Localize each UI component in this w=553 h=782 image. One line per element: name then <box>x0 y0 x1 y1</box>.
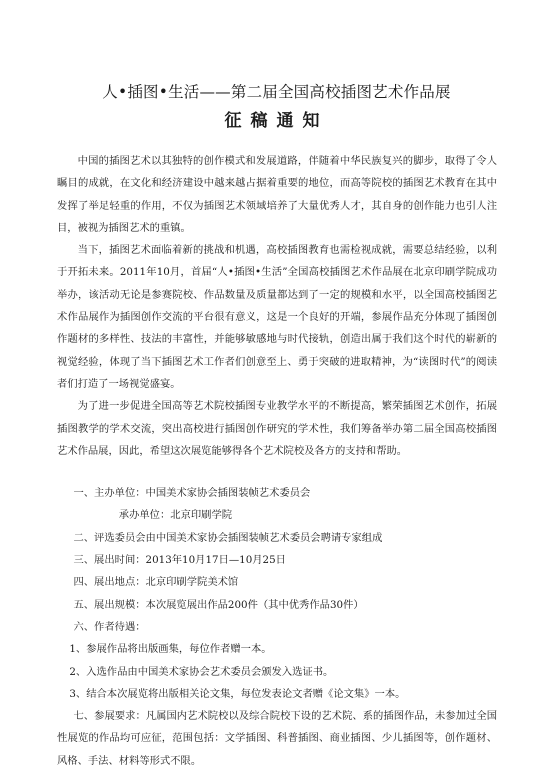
item-exhibition-dates: 三、展出时间：2013年10月17日—10月25日 <box>73 554 286 567</box>
document-body <box>57 150 497 772</box>
document-title: 人•插图•生活——第二届全国高校插图艺术作品展 <box>102 83 451 101</box>
item-submission-requirements: 七、参展要求：凡属国内艺术院校以及综合院校下设的艺术院、系的插图作品，未参加过全国性展览的作品均可应征，范围包括：文学插图、科普插图、商业插图、少儿插图等，创作题材、风格、手法、材料等形式不限。 <box>57 710 497 767</box>
item-author-benefits: 六、作者待遇： <box>73 620 146 633</box>
item-exhibition-scale: 五、展出规模：本次展览展出作品200件（其中优秀作品30件） <box>73 598 364 611</box>
benefit-3: 3、结合本次展览将出版相关论文集，每位发表论文者赠《论文集》一本。 <box>69 687 406 700</box>
item-organizer: 一、主办单位：中国美术家协会插图装帧艺术委员会 <box>73 487 311 500</box>
item-co-organizer: 承办单位：北京印刷学院 <box>118 509 233 522</box>
paragraph-purpose: 为了进一步促进全国高等艺术院校插图专业教学水平的不断提高，繁荣插图艺术创作，拓展插图教学的学术交流，突出高校进行插图创作研究的学术性，我们筹备举办第二届全国高校插图艺术作品展，因此，希望这次展览能够得各个艺术院校及各方的支持和帮助。 <box>57 400 497 457</box>
section-gap <box>57 462 497 482</box>
benefit-2: 2、入选作品由中国美术家协会艺术委员会颁发入选证书。 <box>69 665 334 678</box>
item-jury: 二、评选委员会由中国美术家协会插图装帧艺术委员会聘请专家组成 <box>73 531 383 544</box>
item-exhibition-venue: 四、展出地点：北京印刷学院美术馆 <box>73 576 239 589</box>
benefit-1: 1、参展作品将出版画集，每位作者赠一本。 <box>69 643 272 656</box>
paragraph-background: 当下，插图艺术面临着新的挑战和机遇，高校插图教育也需检视成就，需要总结经验，以利于开拓未来。2011年10月，首届“人•插图•生活”全国高校插图艺术作品展在北京印刷学院成功举办，该活动无论是参赛院校、作品数量及质量都达到了一定的规模和水平，以全国高校插图艺术作品展作为插图创作交流的平台很有意义，这是一个良好的开端，参展作品充分体现了插图创作题材的多样性、技法的丰富性，并能够敏感地与时代接轨，创造出属于我们这个时代的崭新的视觉经验，体现了当下插图艺术工作者们创意至上、勇于突破的进取精神，为“读图时代”的阅读者们打造了一场视觉盛宴。 <box>57 244 497 390</box>
paragraph-intro: 中国的插图艺术以其独特的创作模式和发展道路，伴随着中华民族复兴的脚步，取得了令人瞩目的成就，在文化和经济建设中越来越占据着重要的地位，而高等院校的插图艺术教育在其中发挥了举足轻重的作用，不仅为插图艺术领域培养了大量优秀人才，其自身的创作能力也引人注目，被视为插图艺术的重镇。 <box>57 155 497 234</box>
document-subtitle: 征稿通知 <box>224 111 329 131</box>
